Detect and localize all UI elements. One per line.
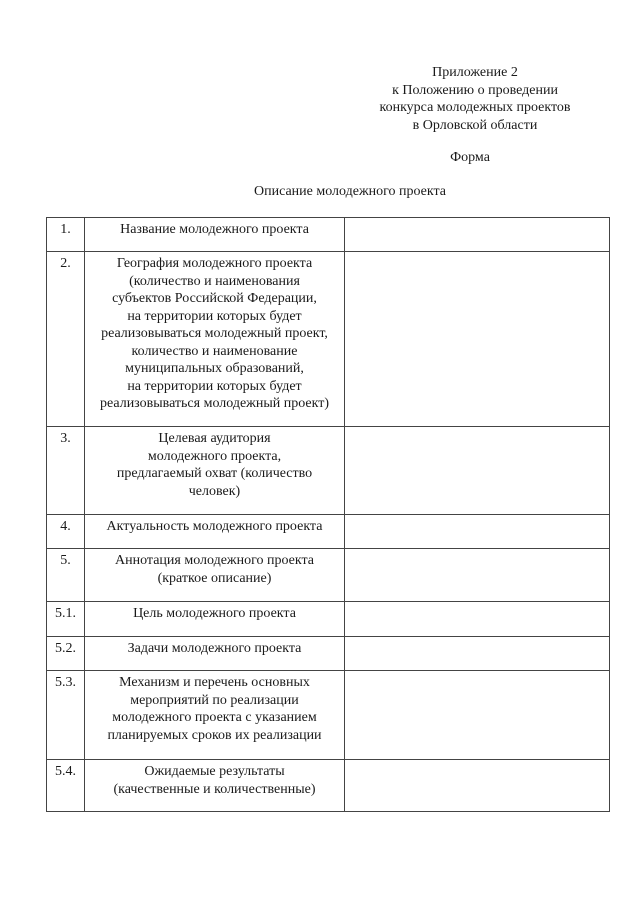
- row-label-line: Задачи молодежного проекта: [127, 641, 302, 656]
- row-number: 5.: [47, 549, 85, 602]
- table-row: [47, 252, 610, 427]
- row-value-field[interactable]: [345, 602, 610, 637]
- row-label-line: молодежного проекта с указанием: [112, 710, 317, 725]
- row-label-line: человек): [188, 483, 241, 499]
- table-row: [47, 549, 610, 602]
- row-label-line: планируемых сроков их реализации: [107, 727, 322, 743]
- row-label: [85, 515, 345, 549]
- row-value-field[interactable]: [345, 637, 610, 671]
- table-row: [47, 637, 610, 671]
- row-label-line: количество и наименование: [131, 343, 298, 359]
- row-label-line: реализовываться молодежный проект,: [101, 326, 328, 341]
- row-value-field[interactable]: [345, 671, 610, 760]
- row-label-line: муниципальных образований,: [125, 361, 304, 376]
- row-number: 5.2.: [47, 637, 85, 671]
- row-label: [85, 602, 345, 637]
- row-value-field[interactable]: [345, 760, 610, 812]
- table-row: [47, 760, 610, 812]
- row-number: 3.: [47, 427, 85, 515]
- row-number: 4.: [47, 515, 85, 549]
- appendix-header: [340, 64, 610, 134]
- row-label-line: Актуальность молодежного проекта: [106, 519, 323, 534]
- row-value-field[interactable]: [345, 252, 610, 427]
- row-label-line: реализовываться молодежный проект): [99, 396, 330, 411]
- row-label-line: (качественные и количественные): [113, 781, 316, 797]
- appendix-line: к Положению о проведении: [392, 82, 558, 98]
- row-label-line: Аннотация молодежного проекта: [115, 553, 314, 568]
- row-label: [85, 671, 345, 760]
- table-row: [47, 218, 610, 252]
- row-label-line: Механизм и перечень основных: [119, 675, 310, 690]
- row-label: [85, 637, 345, 671]
- row-label: [85, 549, 345, 602]
- project-description-table: [46, 217, 610, 812]
- row-label-line: (краткое описание): [157, 570, 272, 586]
- document-title: Описание молодежного проекта: [253, 184, 447, 199]
- row-label-line: предлагаемый охват (количество: [116, 466, 313, 481]
- row-value-field[interactable]: [345, 427, 610, 515]
- row-number: 1.: [47, 218, 85, 252]
- table-row: [47, 602, 610, 637]
- form-label: Форма: [450, 150, 490, 165]
- row-label-line: на территории которых будет: [127, 378, 302, 394]
- table-row: [47, 515, 610, 549]
- row-label-line: мероприятий по реализации: [130, 692, 299, 708]
- row-number: 5.4.: [47, 760, 85, 812]
- row-label-line: Целевая аудитория: [158, 431, 271, 446]
- row-label: [85, 218, 345, 252]
- row-label: [85, 252, 345, 427]
- appendix-line: Приложение 2: [432, 65, 518, 80]
- row-number: 5.1.: [47, 602, 85, 637]
- appendix-line: конкурса молодежных проектов: [379, 100, 571, 115]
- table-row: [47, 671, 610, 760]
- row-label: [85, 427, 345, 515]
- row-label-line: Цель молодежного проекта: [133, 606, 296, 621]
- row-number: 2.: [47, 252, 85, 427]
- row-number: 5.3.: [47, 671, 85, 760]
- row-label-line: Название молодежного проекта: [120, 222, 309, 237]
- row-label-line: География молодежного проекта: [116, 256, 313, 271]
- row-label-line: (количество и наименования: [129, 273, 300, 289]
- row-label-line: молодежного проекта,: [147, 448, 282, 464]
- row-value-field[interactable]: [345, 515, 610, 549]
- table-row: [47, 427, 610, 515]
- row-value-field[interactable]: [345, 218, 610, 252]
- row-label: [85, 760, 345, 812]
- row-label-line: субъектов Российской Федерации,: [112, 291, 317, 306]
- row-value-field[interactable]: [345, 549, 610, 602]
- row-label-line: Ожидаемые результаты: [144, 764, 285, 779]
- row-label-line: на территории которых будет: [127, 308, 302, 324]
- appendix-line: в Орловской области: [412, 117, 538, 133]
